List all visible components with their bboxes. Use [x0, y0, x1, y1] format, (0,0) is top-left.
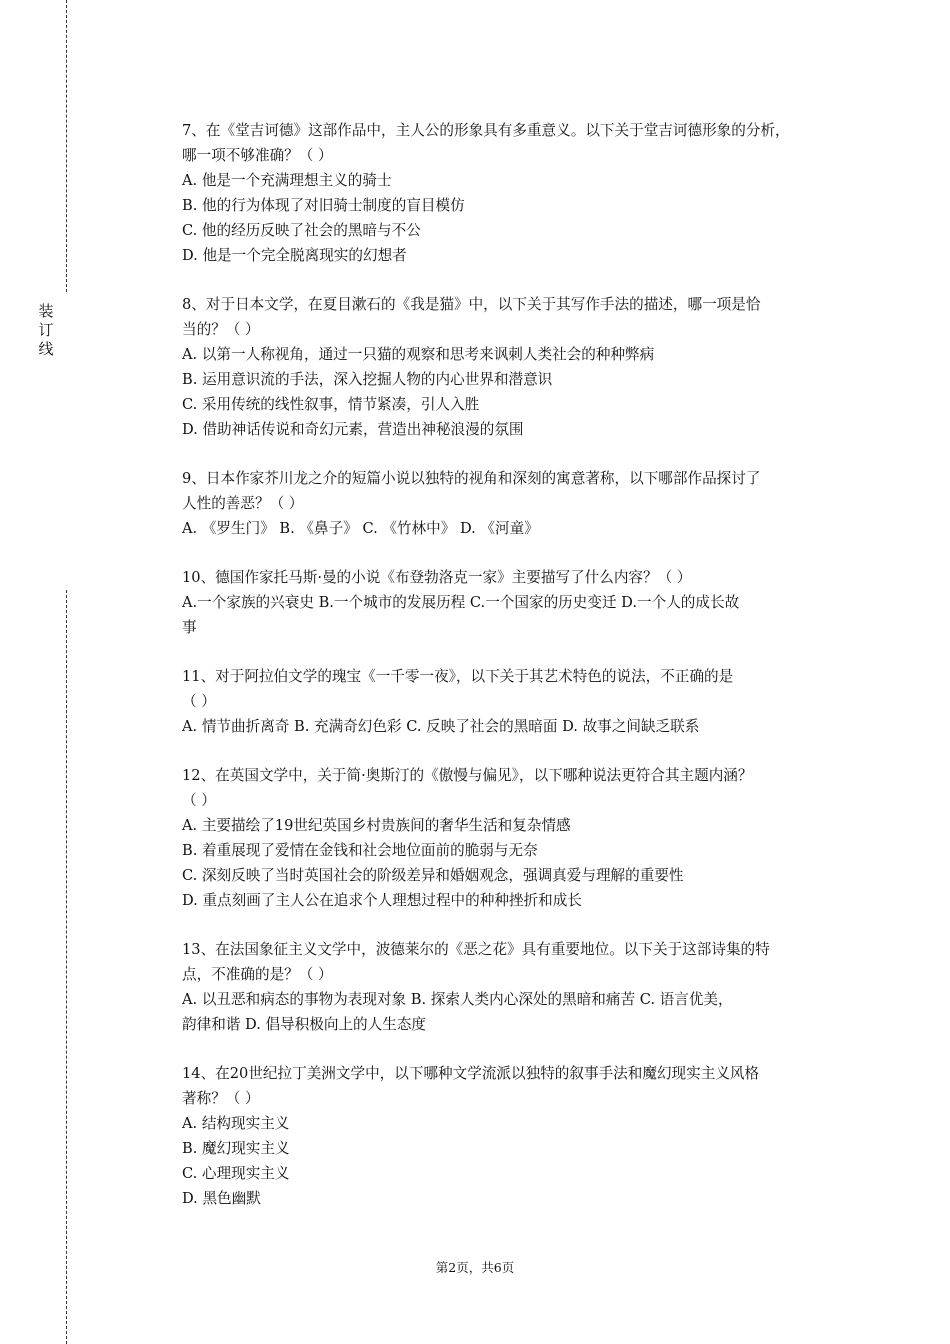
question-11 — [182, 664, 842, 739]
question-stem: 8、对于日本文学，在夏目漱石的《我是猫》中，以下关于其写作手法的描述，哪一项是恰 — [182, 296, 761, 313]
question-stem: 10、德国作家托马斯·曼的小说《布登勃洛克一家》主要描写了什么内容？（ ） — [182, 569, 692, 586]
question-stem: 人性的善恶？（ ） — [182, 495, 304, 512]
question-stem: 14、在20世纪拉丁美洲文学中，以下哪种文学流派以独特的叙事手法和魔幻现实主义风格 — [182, 1065, 760, 1082]
option-b: B. 魔幻现实主义 — [182, 1140, 290, 1157]
option-a: A. 主要描绘了19世纪英国乡村贵族间的奢华生活和复杂情感 — [182, 817, 571, 834]
page-number: 第2页，共6页 — [435, 1260, 515, 1275]
option-d: D. 借助神话传说和奇幻元素，营造出神秘浪漫的氛围 — [182, 421, 524, 438]
question-9 — [182, 466, 842, 541]
question-stem: 当的？（ ） — [182, 321, 260, 338]
binding-label-char: 线 — [38, 340, 54, 358]
question-14 — [182, 1061, 842, 1211]
option-c: C. 采用传统的线性叙事，情节紧凑，引人入胜 — [182, 396, 480, 413]
question-10 — [182, 565, 842, 640]
question-list — [182, 118, 842, 1235]
question-stem: 7、在《堂吉诃德》这部作品中，主人公的形象具有多重意义。以下关于堂吉诃德形象的分析， — [182, 122, 790, 139]
option-a: A. 他是一个充满理想主义的骑士 — [182, 172, 392, 189]
binding-label — [36, 302, 56, 359]
option-c: C. 心理现实主义 — [182, 1165, 290, 1182]
question-stem: 12、在英国文学中，关于简·奥斯汀的《傲慢与偏见》，以下哪种说法更符合其主题内涵？ — [182, 767, 753, 784]
options-line: A.一个家族的兴衰史 B.一个城市的发展历程 C.一个国家的历史变迁 D.一个人的成长故 — [182, 594, 740, 611]
option-c: C. 深刻反映了当时英国社会的阶级差异和婚姻观念，强调真爱与理解的重要性 — [182, 867, 684, 884]
option-d: D. 他是一个完全脱离现实的幻想者 — [182, 247, 407, 264]
option-c: C. 他的经历反映了社会的黑暗与不公 — [182, 222, 421, 239]
binding-dashed-line-top — [66, 0, 67, 292]
binding-label-char: 订 — [38, 321, 54, 339]
option-b: B. 着重展现了爱情在金钱和社会地位面前的脆弱与无奈 — [182, 842, 538, 859]
option-a: A. 以第一人称视角，通过一只猫的观察和思考来讽刺人类社会的种种弊病 — [182, 346, 655, 363]
option-a: A. 结构现实主义 — [182, 1115, 290, 1132]
question-stem: 13、在法国象征主义文学中，波德莱尔的《恶之花》具有重要地位。以下关于这部诗集的特 — [182, 941, 770, 958]
options-line: 事 — [182, 619, 197, 636]
option-d: D. 黑色幽默 — [182, 1190, 261, 1207]
question-stem: 著称？（ ） — [182, 1090, 260, 1107]
question-7 — [182, 118, 842, 268]
question-13 — [182, 937, 842, 1037]
option-d: D. 重点刻画了主人公在追求个人理想过程中的种种挫折和成长 — [182, 892, 582, 909]
question-8 — [182, 292, 842, 442]
option-b: B. 运用意识流的手法，深入挖掘人物的内心世界和潜意识 — [182, 371, 553, 388]
options-line: 韵律和谐 D. 倡导积极向上的人生态度 — [182, 1016, 427, 1033]
question-12 — [182, 763, 842, 913]
options-line: A. 以丑恶和病态的事物为表现对象 B. 探索人类内心深处的黑暗和痛苦 C. 语言优美， — [182, 991, 733, 1008]
question-stem: （ ） — [182, 693, 216, 710]
question-stem: （ ） — [182, 792, 216, 809]
binding-dashed-line-bottom — [66, 590, 67, 1344]
question-stem: 点，不准确的是？（ ） — [182, 966, 333, 983]
question-stem: 11、对于阿拉伯文学的瑰宝《一千零一夜》，以下关于其艺术特色的说法，不正确的是 — [182, 668, 734, 685]
options-line: A. 情节曲折离奇 B. 充满奇幻色彩 C. 反映了社会的黑暗面 D. 故事之间缺乏联系 — [182, 718, 700, 735]
question-stem: 9、日本作家芥川龙之介的短篇小说以独特的视角和深刻的寓意著称，以下哪部作品探讨了 — [182, 470, 761, 487]
options-line: A. 《罗生门》 B. 《鼻子》 C. 《竹林中》 D. 《河童》 — [182, 520, 539, 537]
question-stem: 哪一项不够准确？（ ） — [182, 147, 333, 164]
binding-label-char: 装 — [38, 302, 54, 320]
option-b: B. 他的行为体现了对旧骑士制度的盲目模仿 — [182, 197, 465, 214]
